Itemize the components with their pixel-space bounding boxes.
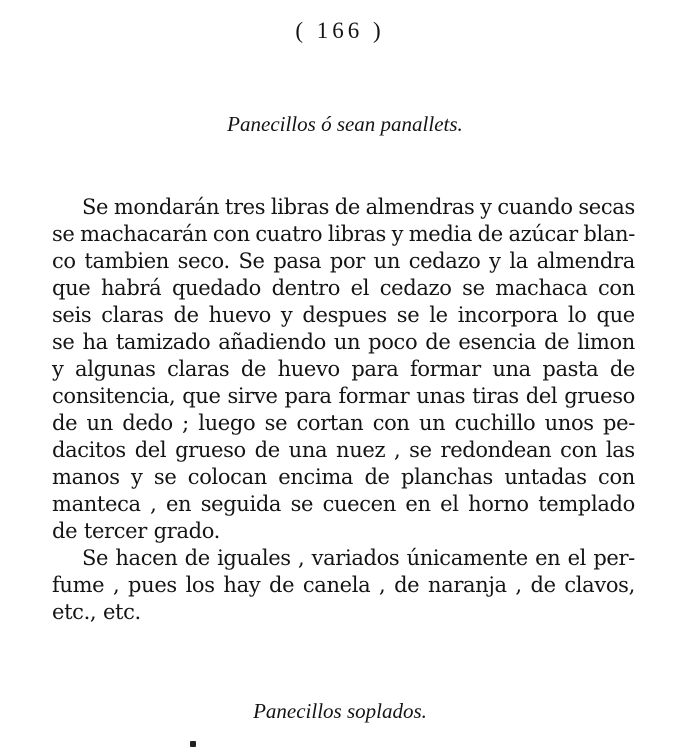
word: almendras — [365, 195, 475, 219]
word: la — [509, 249, 528, 273]
word: se — [409, 438, 432, 462]
word: tambien — [84, 249, 169, 273]
word: que — [182, 384, 221, 408]
word: cedazo — [379, 276, 452, 300]
word: para — [284, 384, 332, 408]
word: iguales — [217, 546, 291, 570]
word: clavos, — [564, 573, 635, 597]
word: planchas — [400, 465, 493, 489]
word: con — [598, 465, 635, 489]
word: tres — [224, 195, 266, 219]
word: pe- — [603, 411, 635, 435]
text-line — [52, 356, 635, 383]
word: únicamente — [406, 546, 528, 570]
word: Se — [238, 249, 265, 273]
word: por — [329, 249, 365, 273]
word: media — [408, 222, 473, 246]
recipe-heading-panallets: Panecillos ó sean panallets. — [227, 112, 463, 136]
word: de — [477, 222, 503, 246]
word: claras — [167, 357, 230, 381]
word: un — [418, 411, 446, 435]
word: con — [560, 438, 598, 462]
text-line — [52, 599, 635, 626]
word: hacen — [115, 546, 178, 570]
word: templado — [538, 492, 635, 516]
word: le — [429, 303, 448, 327]
word: de — [268, 573, 295, 597]
word: unos — [544, 411, 594, 435]
word: del — [525, 384, 558, 408]
word: pasa — [273, 249, 322, 273]
word: el — [350, 276, 370, 300]
word: limon — [577, 330, 635, 354]
word: de — [425, 330, 451, 354]
word: ; — [182, 411, 189, 435]
word: en — [405, 492, 431, 516]
word: horno — [468, 492, 529, 516]
word: nuez — [336, 438, 386, 462]
word: de — [609, 357, 635, 381]
word: tamizado — [115, 330, 211, 354]
word: lo — [567, 303, 587, 327]
text-line — [52, 275, 635, 302]
word: de — [184, 546, 210, 570]
word: el — [567, 546, 587, 570]
text-line — [52, 383, 635, 410]
word: de — [544, 330, 570, 354]
word: tercer — [83, 519, 147, 543]
word: algunas — [75, 357, 156, 381]
word: seis — [52, 303, 92, 327]
word: un — [333, 330, 361, 354]
word: incorpora — [457, 303, 558, 327]
word: y — [391, 222, 404, 246]
word: , — [150, 492, 157, 516]
word: de — [52, 519, 78, 543]
word: de — [52, 411, 78, 435]
word: habrá — [101, 276, 162, 300]
word: blan- — [583, 222, 635, 246]
word: colocan — [187, 465, 267, 489]
word: grueso — [564, 384, 635, 408]
word: se — [52, 330, 75, 354]
word: los — [185, 573, 215, 597]
word: machacarán — [80, 222, 208, 246]
word: secas — [578, 195, 635, 219]
word: consitencia, — [52, 384, 176, 408]
word: quedado — [171, 276, 261, 300]
word: , — [515, 573, 522, 597]
word: grado. — [153, 519, 220, 543]
word: se — [462, 276, 485, 300]
word: canela — [302, 573, 371, 597]
word: sirve — [227, 384, 278, 408]
word: azúcar — [508, 222, 578, 246]
word: cortan — [296, 411, 364, 435]
word: per- — [593, 546, 635, 570]
word: tiras — [472, 384, 519, 408]
word: claras — [101, 303, 164, 327]
word: con — [372, 411, 410, 435]
text-line — [52, 572, 635, 599]
word: formar — [409, 357, 481, 381]
word: se — [290, 492, 314, 516]
word: pasta — [542, 357, 599, 381]
word: , — [379, 573, 386, 597]
word: redondean — [440, 438, 552, 462]
word: dedo — [122, 411, 173, 435]
word: en — [165, 492, 192, 516]
word: cuatro — [255, 222, 323, 246]
word: huevo — [277, 357, 340, 381]
word: y — [52, 357, 64, 381]
word: cuecen — [322, 492, 396, 516]
word: cedazo — [408, 249, 481, 273]
text-line — [52, 248, 635, 275]
ink-mark — [190, 741, 196, 747]
word: seco. — [177, 249, 230, 273]
word: poco — [368, 330, 418, 354]
word: de — [240, 357, 267, 381]
word: del — [134, 438, 167, 462]
word: que — [596, 303, 635, 327]
word: para — [351, 357, 399, 381]
word: se — [52, 222, 75, 246]
text-line — [52, 464, 635, 491]
word: añadiendo — [218, 330, 326, 354]
word: mondarán — [113, 195, 220, 219]
word: huevo — [208, 303, 271, 327]
word: con — [598, 276, 635, 300]
word: formar — [338, 384, 410, 408]
text-line — [52, 491, 635, 518]
word: con — [212, 222, 250, 246]
word: encima — [278, 465, 354, 489]
word: etc. — [102, 600, 141, 624]
word: de — [334, 195, 360, 219]
text-line — [52, 194, 635, 221]
text-line — [52, 518, 635, 545]
word: se — [264, 411, 288, 435]
word: grueso — [175, 438, 246, 462]
word: cuchillo — [454, 411, 536, 435]
word: naranja — [427, 573, 507, 597]
word: que — [52, 276, 91, 300]
word: de — [173, 303, 199, 327]
word: se — [396, 303, 420, 327]
text-line — [52, 545, 635, 572]
page-number: ( 166 ) — [295, 18, 385, 43]
word: libras — [327, 222, 386, 246]
word: un — [373, 249, 400, 273]
word: variados — [311, 546, 400, 570]
text-line — [52, 221, 635, 248]
text-line — [52, 302, 635, 329]
word: las — [605, 438, 635, 462]
word: , — [298, 546, 305, 570]
word: de — [254, 438, 280, 462]
word: en — [535, 546, 561, 570]
word: luego — [198, 411, 256, 435]
word: una — [492, 357, 531, 381]
word: esencia — [458, 330, 537, 354]
word: libras — [270, 195, 330, 219]
word: dentro — [271, 276, 340, 300]
word: despues — [302, 303, 387, 327]
word: y — [131, 465, 143, 489]
word: se — [153, 465, 177, 489]
word: Se — [82, 195, 109, 219]
word: manos — [52, 465, 120, 489]
word: una — [288, 438, 328, 462]
text-line — [52, 329, 635, 356]
word: y — [480, 195, 492, 219]
text-line — [52, 410, 635, 437]
word: fume — [52, 573, 105, 597]
word: untadas — [504, 465, 587, 489]
word: , — [394, 438, 401, 462]
word: almendra — [536, 249, 635, 273]
word: co — [52, 249, 76, 273]
recipe-body — [52, 194, 635, 626]
word: de — [364, 465, 390, 489]
word: dacitos — [52, 438, 126, 462]
word: seguida — [200, 492, 282, 516]
word: Se — [82, 546, 109, 570]
word: y — [280, 303, 293, 327]
word: pues — [128, 573, 177, 597]
word: el — [440, 492, 459, 516]
word: etc., — [52, 600, 97, 624]
word: manteca — [52, 492, 141, 516]
word: de — [394, 573, 420, 597]
word: cuando — [497, 195, 573, 219]
text-line — [52, 437, 635, 464]
recipe-heading-soplados: Panecillos soplados. — [253, 699, 427, 723]
word: de — [530, 573, 556, 597]
word: hay — [223, 573, 261, 597]
word: machaca — [495, 276, 588, 300]
word: unas — [416, 384, 466, 408]
word: ha — [82, 330, 108, 354]
word: , — [112, 573, 120, 597]
word: y — [489, 249, 501, 273]
word: un — [86, 411, 113, 435]
